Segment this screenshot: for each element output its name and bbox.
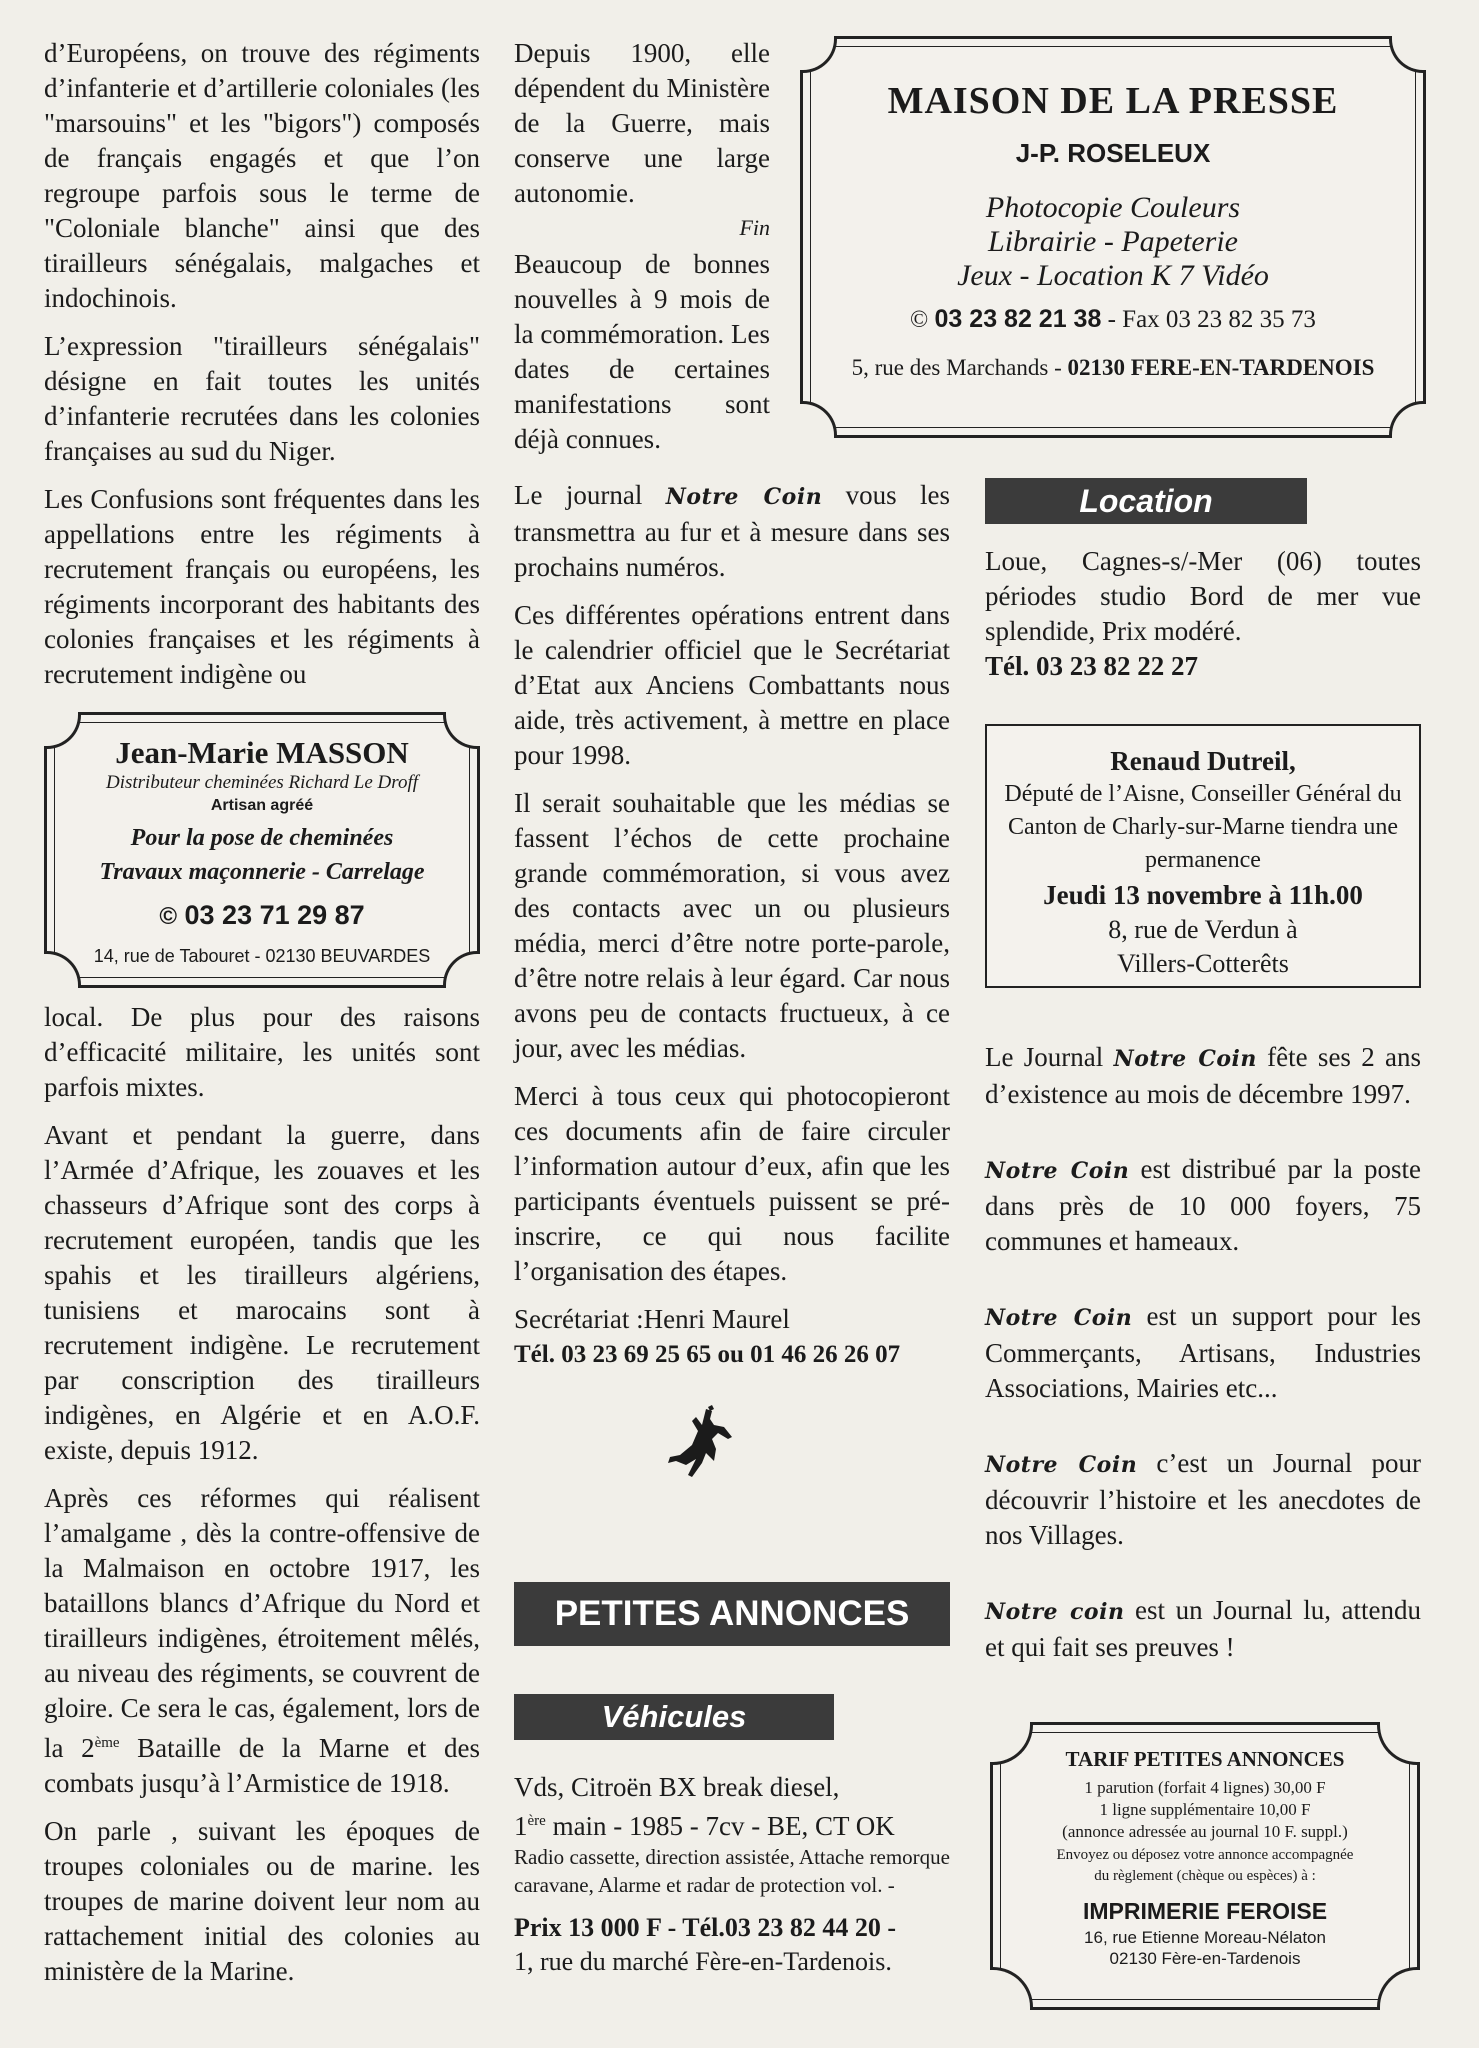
dutreil-date: Jeudi 13 novembre à 11h.00: [1043, 880, 1363, 910]
col1-paragraph-3: Les Confusions sont fréquentes dans les appellations entre les régiments à recrutement français ou européens, les régiments incorporant des habitants des colonies françaises et les régiments à recrutement indigène ou: [44, 484, 480, 689]
petites-annonces-title: PETITES ANNONCES: [554, 1594, 910, 1633]
column-1-continued: [44, 1000, 480, 2002]
note-4-b: c’est un Journal pour découvrir l’histoire et les anecdotes de nos Villages.: [985, 1448, 1422, 1550]
tarif-line-4: Envoyez ou déposez votre annonce accompagnée: [1056, 1847, 1354, 1863]
notre-coin-brand: Notre Coin: [665, 484, 823, 510]
col1-paragraph-6: [44, 1481, 480, 1801]
note-5: [985, 1593, 1421, 1665]
tarif-printer: IMPRIMERIE FEROISE: [1082, 1898, 1328, 1924]
location-text: Loue, Cagnes-s/-Mer (06) toutes périodes studio Bord de mer vue splendide, Prix modéré.: [985, 546, 1421, 646]
col1-paragraph-5: Avant et pendant la guerre, dans l’Armée d’Afrique, les zouaves et les chasseurs d’Afrique sont des corps à recrutement européen, tandis que les spahis et les tirailleurs algériens, tunisiens et marocains sont à recrutement indigène. Le recrutement par conscription des tirailleurs indigènes, en Algérie et en A.O.F. existe, depuis 1912.: [44, 1120, 480, 1465]
col1-paragraph-2: L’expression "tirailleurs sénégalais" désigne en fait toutes les unités d’infanterie recrutées dans les colonies françaises au sud du Niger.: [44, 331, 480, 466]
vehicle-ad-details: main - 1985 - 7cv - BE, CT OK: [552, 1811, 895, 1841]
masson-artisan: Artisan agréé: [210, 797, 314, 814]
location-banner: [985, 478, 1307, 524]
presse-address-street: 5, rue des Marchands -: [851, 355, 1062, 380]
dutreil-text: Député de l’Aisne, Conseiller Général du Canton de Charly-sur-Marne tiendra une permanence: [1004, 781, 1402, 873]
vehicle-ad-options: Radio cassette, direction assistée, Attache remorque caravane, Alarme et radar de protection vol. -: [514, 1845, 950, 1897]
vehicules-banner: [514, 1694, 834, 1740]
presse-fax: - Fax 03 23 82 35 73: [1107, 306, 1316, 333]
dutreil-address-1: 8, rue de Verdun à: [1108, 915, 1298, 944]
vehicle-ad: [514, 1770, 950, 1979]
col2-p3-b: vous les transmettra au fur et à mesure dans ses prochains numéros.: [514, 480, 951, 582]
horse-rider-illustration: [668, 1405, 744, 1495]
col1-paragraph-4: local. De plus pour des raisons d’efficacité militaire, les unités sont parfois mixtes.: [44, 1002, 480, 1102]
tarif-line-5: du règlement (chèque ou espèces) à :: [1094, 1868, 1316, 1884]
location-title: Location: [1079, 483, 1213, 519]
vehicle-ad-sup: ère: [527, 1813, 546, 1829]
presse-title: MAISON DE LA PRESSE: [887, 80, 1339, 122]
masson-service-2: Travaux maçonnerie - Carrelage: [99, 859, 425, 885]
phone-icon: ©: [910, 307, 929, 333]
col1-p6-text-b: Bataille de la Marne et des combats jusqu’à l’Armistice de 1918.: [44, 1733, 480, 1798]
col2-p3-a: Le journal: [514, 480, 643, 510]
vehicle-ad-line-1: Vds, Citroën BX break diesel,: [514, 1772, 840, 1802]
column-2-body: [514, 478, 950, 1385]
col2-paragraph-3: [514, 478, 950, 585]
presse-address-town: 02130 FERE-EN-TARDENOIS: [1067, 355, 1375, 380]
tarif-line-3: (annonce adressée au journal 10 F. suppl.): [1062, 1822, 1348, 1841]
note-2: [985, 1152, 1421, 1259]
masson-name: Jean-Marie MASSON: [115, 735, 409, 770]
vehicules-title: Véhicules: [601, 1699, 747, 1734]
phone-icon: ©: [159, 903, 177, 930]
presse-phone: 03 23 82 21 38: [934, 305, 1102, 333]
tarif-address-1: 16, rue Etienne Moreau-Nélaton: [1084, 1928, 1326, 1947]
dutreil-name: Renaud Dutreil,: [1110, 746, 1296, 776]
masson-service-1: Pour la pose de cheminées: [130, 825, 394, 851]
note-1-a: Le Journal: [985, 1042, 1104, 1072]
masson-advertisement: [44, 712, 480, 988]
location-tel: Tél. 03 23 82 22 27: [985, 651, 1198, 681]
col2-paragraph-2: Beaucoup de bonnes nouvelles à 9 mois de la commémoration. Les dates de certaines manifestations sont déjà connues.: [514, 249, 770, 454]
dutreil-address-2: Villers-Cotterêts: [1117, 949, 1289, 978]
note-1: [985, 1040, 1421, 1112]
masson-address: 14, rue de Tabouret - 02130 BEUVARDES: [93, 946, 431, 966]
presse-service-1: Photocopie Couleurs: [985, 191, 1241, 224]
col1-paragraph-1: d’Européens, on trouve des régiments d’infanterie et d’artillerie coloniales (les "marsouins" et les "bigors") composés de français engagés et que l’on regroupe parfois sous le terme de "Coloniale blanche" ainsi que des tirailleurs sénégalais, malgaches et indochinois.: [44, 38, 480, 313]
tarif-line-2: 1 ligne supplémentaire 10,00 F: [1099, 1800, 1311, 1819]
secretariat-tel: Tél. 03 23 69 25 65 ou 01 46 26 26 07: [514, 1341, 901, 1368]
presse-service-3: Jeux - Location K 7 Vidéo: [957, 259, 1269, 292]
presse-service-2: Librairie - Papeterie: [988, 225, 1238, 258]
secretariat: Secrétariat :Henri Maurel: [514, 1304, 790, 1334]
vehicle-ad-line-2: [514, 1804, 950, 1843]
notre-coin-brand: Notre Coin: [985, 1158, 1130, 1184]
maison-presse-advertisement: [800, 36, 1426, 438]
notre-coin-brand: Notre Coin: [985, 1305, 1133, 1331]
notre-coin-brand: Notre coin: [985, 1599, 1125, 1625]
dutreil-box: [985, 724, 1421, 988]
col2-paragraph-1: Depuis 1900, elle dépendent du Ministère de la Guerre, mais conserve une large autonomie.: [514, 38, 770, 208]
note-1-b: fête ses 2 ans d’existence au mois de décembre 1997.: [985, 1042, 1422, 1109]
tarif-address-2: 02130 Fère-en-Tardenois: [1109, 1949, 1301, 1968]
masson-distributor: Distributeur cheminées Richard Le Droff: [105, 772, 419, 793]
notre-coin-brand: Notre Coin: [1113, 1046, 1257, 1072]
notre-coin-notes: [985, 1040, 1421, 1678]
col2-paragraph-4: Ces différentes opérations entrent dans le calendrier officiel que le Secrétariat d’Etat aux Anciens Combattants nous aide, très activement, à mettre en place pour 1998.: [514, 600, 950, 770]
note-3-b: est un support pour les Commerçants, Artisans, Industries Associations, Mairies etc...: [985, 1301, 1421, 1403]
location-ad: [985, 544, 1421, 697]
fin-label: Fin: [739, 215, 770, 240]
note-4: [985, 1446, 1421, 1553]
note-2-b: est distribué par la poste dans près de 10 000 foyers, 75 communes et hameaux.: [985, 1154, 1422, 1256]
col2-paragraph-5: Il serait souhaitable que les médias se fassent l’échos de cette prochaine grande commémoration, si vous avez des contacts avec un ou plusieurs média, merci d’être notre porte-parole, d’être notre relais à leur égard. Car nous avons peu de contacts fructueux, à ce jour, avec les médias.: [514, 788, 950, 1063]
column-1: [44, 36, 480, 705]
note-3: [985, 1299, 1421, 1406]
col2-paragraph-6: Merci à tous ceux qui photocopieront ces documents afin de faire circuler l’information autour d’eux, afin que les participants éventuels puissent se pré-inscrire, ce qui nous facilite l’organisation des étapes.: [514, 1081, 950, 1286]
masson-phone: 03 23 71 29 87: [184, 900, 365, 930]
notre-coin-brand: Notre Coin: [985, 1452, 1138, 1478]
vehicle-ad-price: Prix 13 000 F - Tél.03 23 82 44 20 -: [514, 1913, 897, 1942]
note-5-b: est un Journal lu, attendu et qui fait ses preuves !: [985, 1595, 1421, 1662]
vehicle-ad-first: 1: [514, 1811, 528, 1841]
col1-p6-sup: ème: [94, 1735, 120, 1751]
vehicle-ad-address: 1, rue du marché Fère-en-Tardenois.: [514, 1947, 892, 1976]
col1-p6-text-a: Après ces réformes qui réalisent l’amalgame , dès la contre-offensive de la Malmaison en octobre 1917, les bataillons blancs d’Afrique du Nord et tirailleurs indigènes, étroitement mêlés, au niveau des régiments, se couvrent de gloire. Ce sera le cas, également, lors de la 2: [44, 1483, 480, 1763]
tarif-box: [990, 1722, 1420, 2010]
col1-paragraph-7: On parle , suivant les époques de troupes coloniales ou de marine. les troupes de marine doivent leur nom au rattachement initial des colonies au ministère de la Marine.: [44, 1816, 480, 1986]
tarif-line-1: 1 parution (forfait 4 lignes) 30,00 F: [1084, 1778, 1326, 1797]
petites-annonces-banner: [514, 1582, 950, 1646]
tarif-title: TARIF PETITES ANNONCES: [1065, 1747, 1345, 1771]
presse-owner: J-P. ROSELEUX: [1015, 138, 1211, 168]
column-2: [514, 36, 770, 470]
